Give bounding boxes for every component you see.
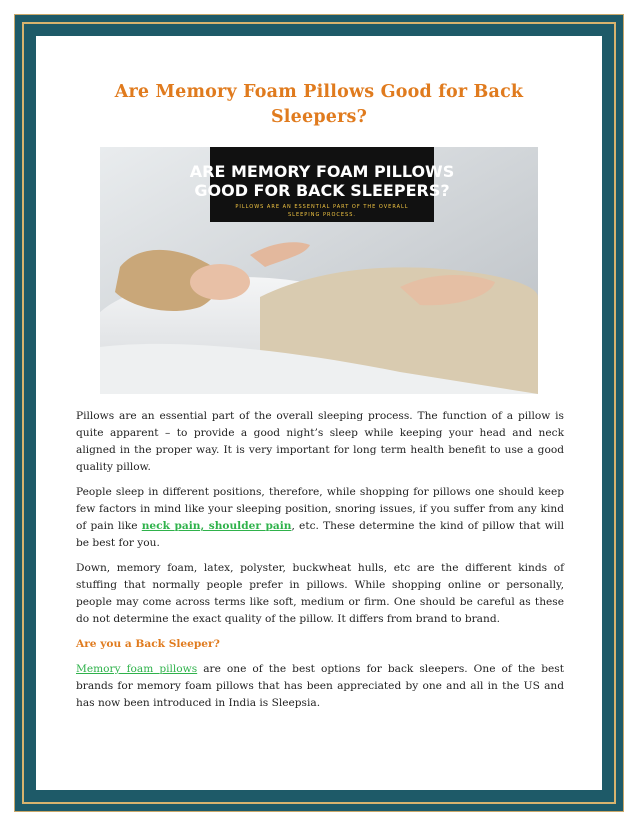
article-body [76,408,564,720]
hero-headline-line2: GOOD FOR BACK SLEEPERS? [194,181,450,200]
paragraph: Pillows are an essential part of the overall sleeping process. The function of a pillow is quite apparent – to provide a good night’s sleep while keeping your head and neck aligned in the proper way. It is very important for long term health benefit to use a good quality pillow. [76,410,564,473]
hero-tagline-line2: SLEEPING PROCESS. [288,212,356,218]
document-page [36,36,602,790]
paragraph-text: , etc. These determine the kind of pillow that will be best for you. [76,520,564,549]
paragraph-text: People sleep in different positions, therefore, while shopping for pillows one should keep few factors in mind like your sleeping position, snoring issues, if you suffer from any kind of pain like [76,486,564,532]
article-title: Are Memory Foam Pillows Good for Back Sleepers? [114,82,524,127]
section-heading: Are you a Back Sleeper? [76,638,220,650]
paragraph [76,484,564,552]
memory-foam-pillows-link[interactable]: Memory foam pillows [76,663,198,675]
hero-image [100,147,538,394]
paragraph: Down, memory foam, latex, polyster, buckwheat hulls, etc are the different kinds of stuffing that normally people prefer in pillows. While shopping online or personally, people may come across terms like soft, medium or firm. One should be careful as these do not determine the exact quality of the pillow. It differs from brand to brand. [76,562,564,625]
paragraph-text: are one of the best options for back sleepers. One of the best brands for memory foam pillows that has been appreciated by one and all in the US and has now been introduced in India is Sleepsia. [76,663,564,709]
neck-shoulder-pain-link[interactable]: neck pain, shoulder pain [141,520,292,532]
paragraph [76,661,564,712]
hero-tagline-line1: PILLOWS ARE AN ESSENTIAL PART OF THE OVERALL [235,204,409,210]
hero-headline-line1: ARE MEMORY FOAM PILLOWS [189,162,455,181]
